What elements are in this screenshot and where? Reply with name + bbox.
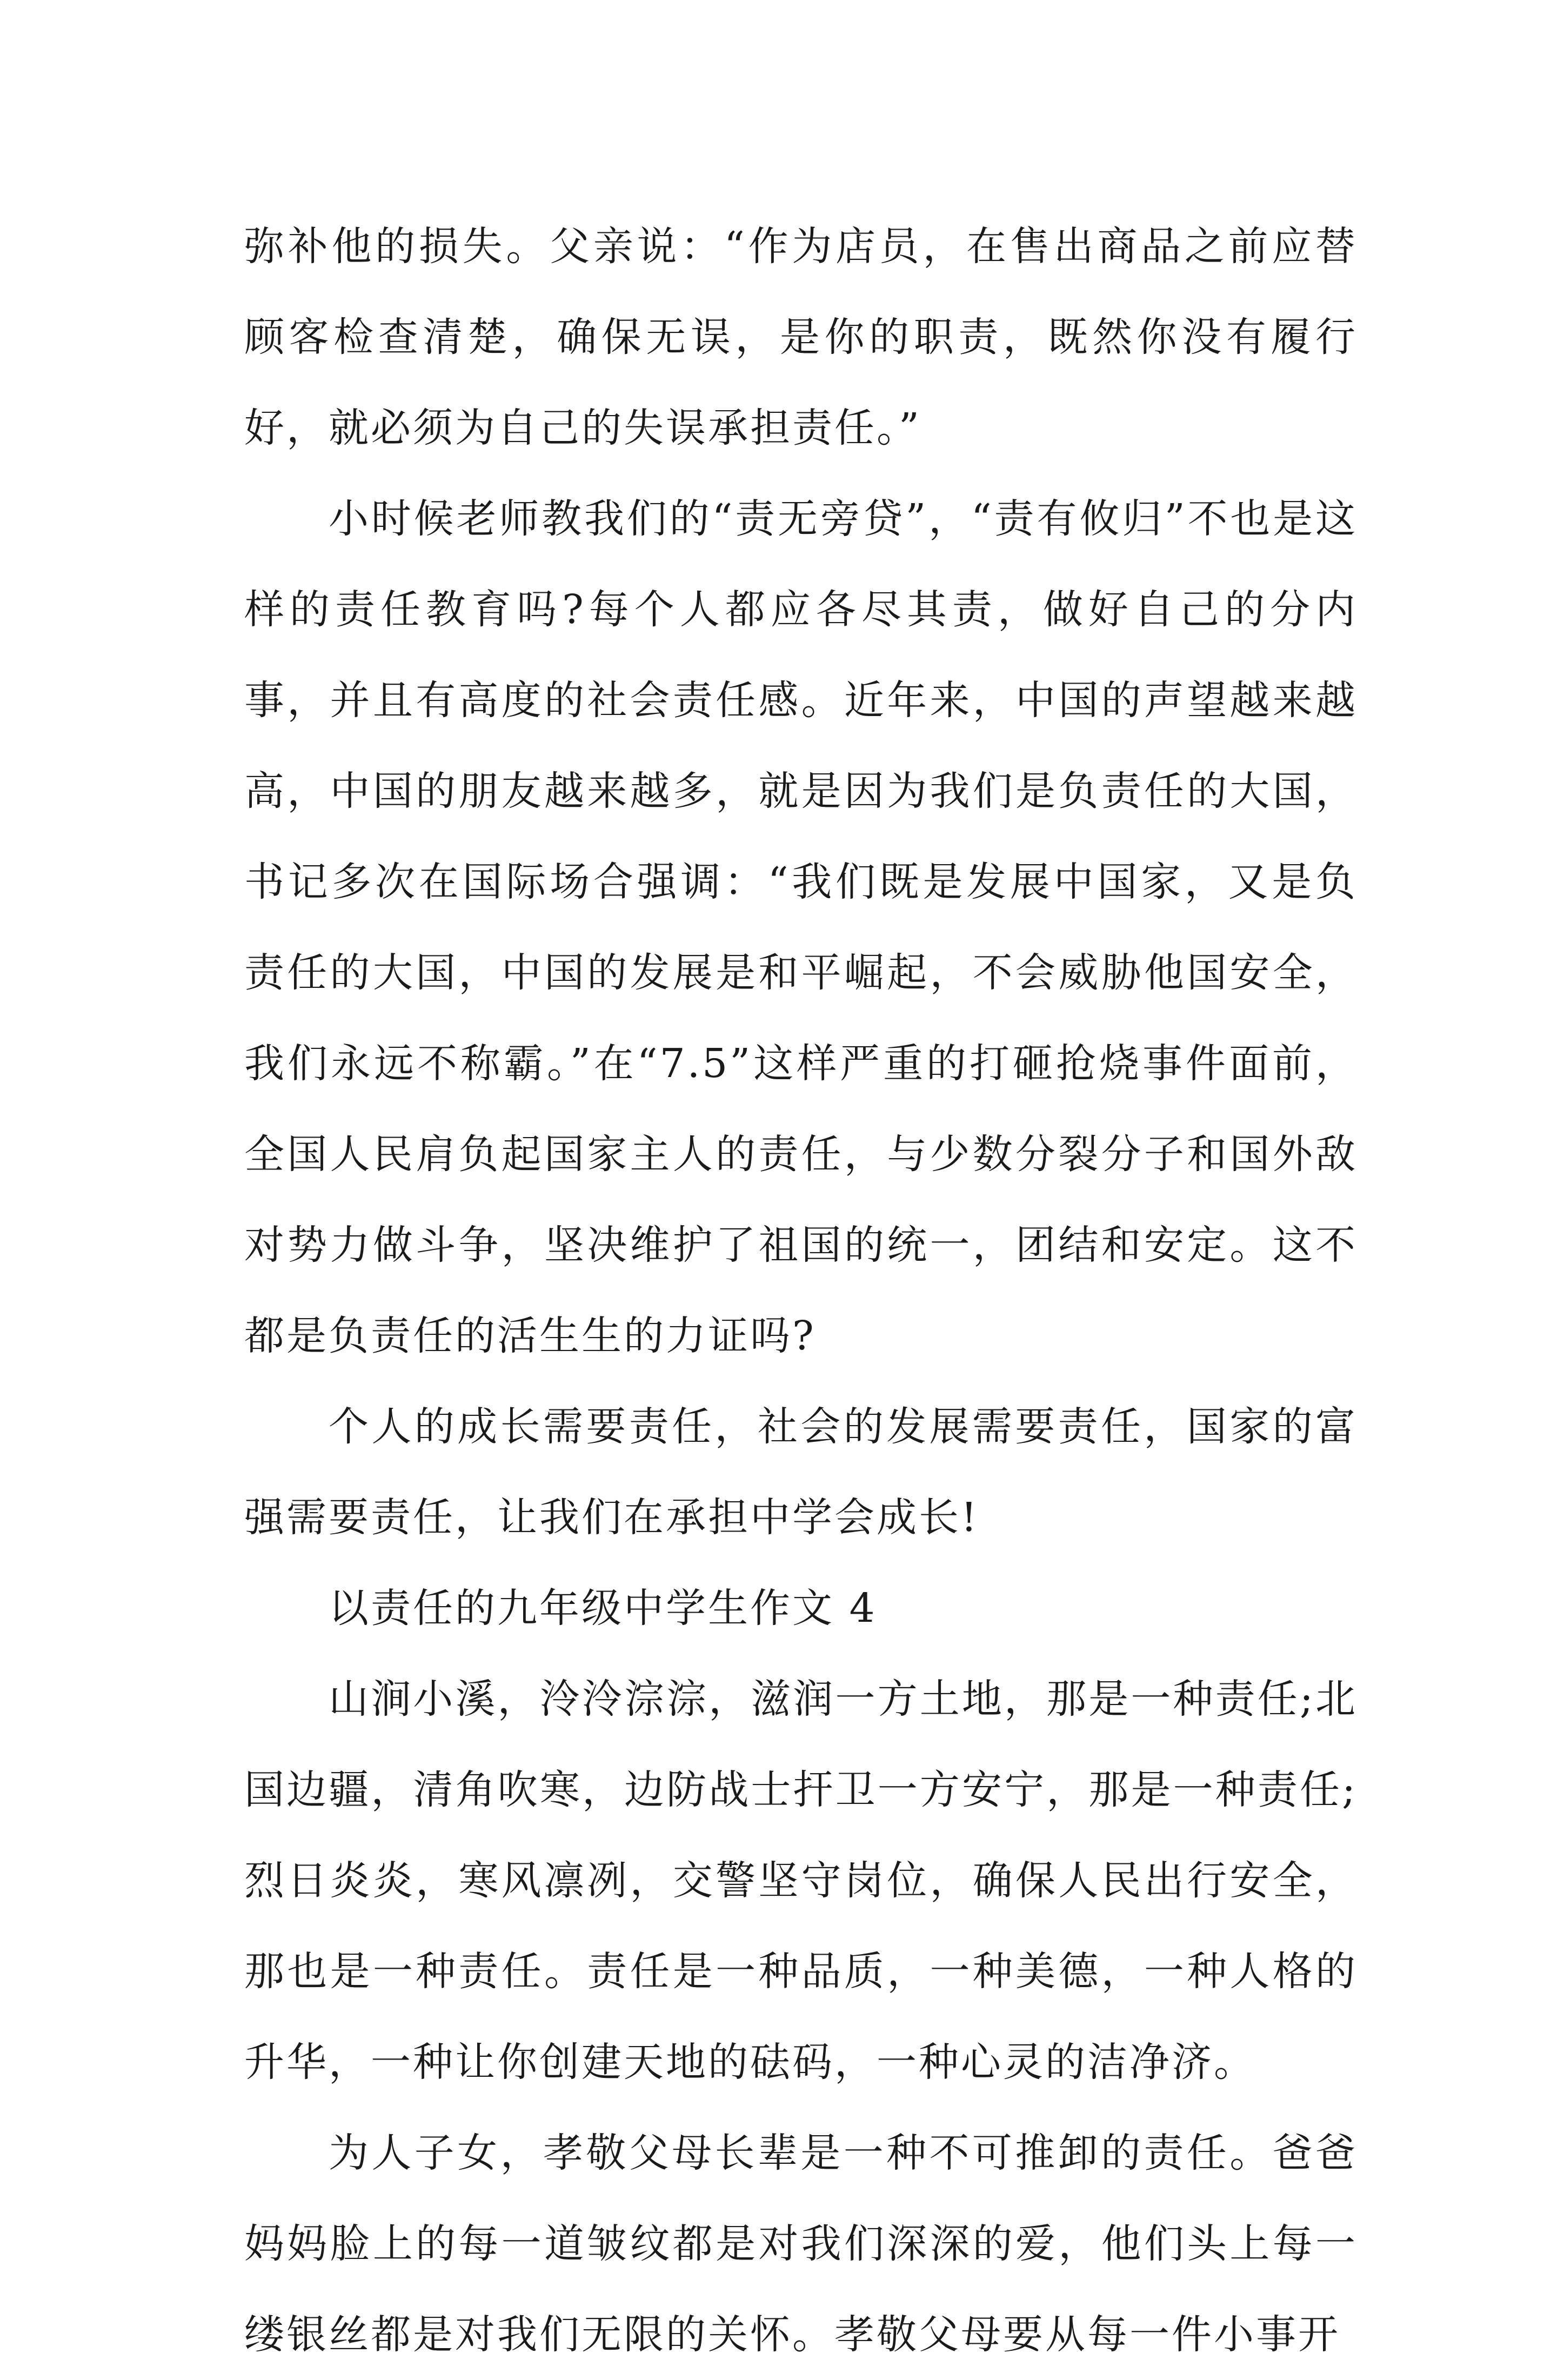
document-body — [244, 201, 1358, 2380]
paragraph-filial-duty: 为人子女，孝敬父母长辈是一种不可推卸的责任。爸爸妈妈脸上的每一道皱纹都是对我们深深的爱，他们头上每一缕银丝都是对我们无限的关怀。孝敬父母要从每一件小事开 — [244, 2130, 1358, 2358]
paragraph-growth-needs-responsibility: 个人的成长需要责任，社会的发展需要责任，国家的富强需要责任，让我们在承担中学会成长! — [244, 1403, 1358, 1541]
paragraph-continuation: 弥补他的损失。父亲说：“作为店员，在售出商品之前应替顾客检查清楚，确保无误，是你的职责，既然你没有履行好，就必须为自己的失误承担责任。” — [244, 223, 1358, 451]
essay-heading: 以责任的九年级中学生作文 4 — [329, 1585, 877, 1632]
paragraph-streams-and-borders: 山涧小溪，泠泠淙淙，滋润一方土地，那是一种责任;北国边疆，清角吹寒，边防战士扞卫一方安宁，那是一种责任;烈日炎炎，寒风凛冽，交警坚守岗位，确保人民出行安全，那也是一种责任。责任是一种品质，一种美德，一种人格的升华，一种让你创建天地的砝码，一种心灵的洁净济。 — [244, 1676, 1358, 2085]
paragraph-responsibility-education: 小时候老师教我们的“责无旁贷”，“责有攸归”不也是这样的责任教育吗?每个人都应各尽其责，做好自己的分内事，并且有高度的社会责任感。近年来，中国的声望越来越高，中国的朋友越来越多，就是因为我们是负责任的大国，书记多次在国际场合强调：“我们既是发展中国家，又是负责任的大国，中国的发展是和平崛起，不会威胁他国安全，我们永远不称霸。”在“7.5”这样严重的打砸抢烧事件面前，全国人民肩负起国家主人的责任，与少数分裂分子和国外敌对势力做斗争，坚决维护了祖国的统一，团结和安定。这不都是负责任的活生生的力证吗? — [244, 496, 1358, 1359]
